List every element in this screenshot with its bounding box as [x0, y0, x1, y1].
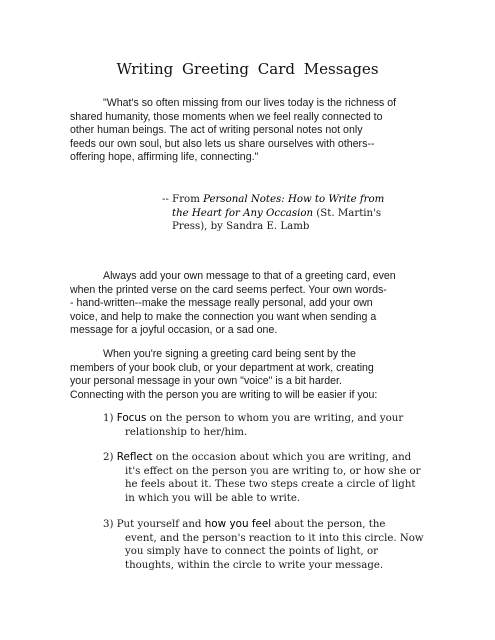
step-keyword: how you feel: [204, 518, 272, 530]
step-text: you simply have to connect the points of light, or: [125, 546, 379, 558]
step-number: 3): [103, 519, 114, 530]
step-number: 2): [103, 452, 114, 463]
paragraph-line: Always add your own message to that of a greeting card, even: [103, 270, 396, 282]
book-title-line1: Personal Notes: How to Write from: [203, 194, 385, 205]
publisher-text: (St. Martin's: [313, 207, 382, 219]
step-keyword: Focus: [116, 412, 147, 424]
quote-line: feeds our own soul, but also lets us share ourselves with others--: [70, 137, 375, 150]
quote-line: other human beings. The act of writing personal notes not only: [70, 124, 363, 137]
step-text: in which you will be able to write.: [125, 492, 301, 504]
paragraph-line: - hand-written--make the message really personal, add your own: [70, 297, 373, 310]
paragraph-line: When you're signing a greeting card being sent by the: [103, 348, 356, 360]
paragraph-line: members of your book club, or your department at work, creating: [70, 361, 374, 374]
quote-line: shared humanity, those moments when we feel really connected to: [70, 110, 383, 123]
author-text: Press), by Sandra E. Lamb: [172, 221, 310, 233]
paragraph-line: your personal message in your own "voice" is a bit harder.: [70, 375, 342, 388]
page-title: Writing Greeting Card Messages: [116, 60, 379, 78]
step-text: on the person to whom you are writing, and your: [146, 413, 404, 424]
paragraph-line: voice, and help to make the connection you want when sending a: [70, 310, 377, 323]
paragraph-line: Connecting with the person you are writing to will be easier if you:: [70, 388, 378, 401]
step-text: event, and the person's reaction to it into this circle. Now: [125, 532, 424, 544]
step-text: Put yourself and: [113, 519, 205, 530]
step-text: on the occasion about which you are writing, and: [152, 452, 412, 463]
step-reflect: [103, 451, 433, 505]
paragraph-line: message for a joyful occasion, or a sad one.: [70, 324, 278, 337]
step-text: it's effect on the person you are writing to, or how she or: [125, 465, 421, 477]
book-title-line2: the Heart for Any Occasion: [172, 207, 314, 219]
step-number: 1): [103, 413, 114, 424]
quote-line: offering hope, affirming life, connecting.": [70, 151, 259, 164]
opening-quote: [70, 97, 430, 165]
step-text: about the person, the: [271, 519, 386, 530]
attribution-prefix: -- From: [162, 194, 204, 205]
step-focus: [103, 412, 433, 439]
step-text: relationship to her/him.: [125, 426, 248, 438]
paragraph-line: when the printed verse on the card seems perfect. Your own words-: [70, 283, 387, 296]
step-put-yourself: [103, 518, 433, 572]
step-text: he feels about it. These two steps create a circle of light: [125, 479, 416, 491]
quote-line: "What's so often missing from our lives today is the richness of: [103, 97, 397, 109]
quote-attribution: [162, 193, 417, 234]
step-text: thoughts, within the circle to write your message.: [125, 559, 384, 571]
paragraph-group-card: [70, 348, 430, 402]
step-keyword: Reflect: [116, 451, 153, 463]
paragraph-add-message: [70, 270, 430, 338]
